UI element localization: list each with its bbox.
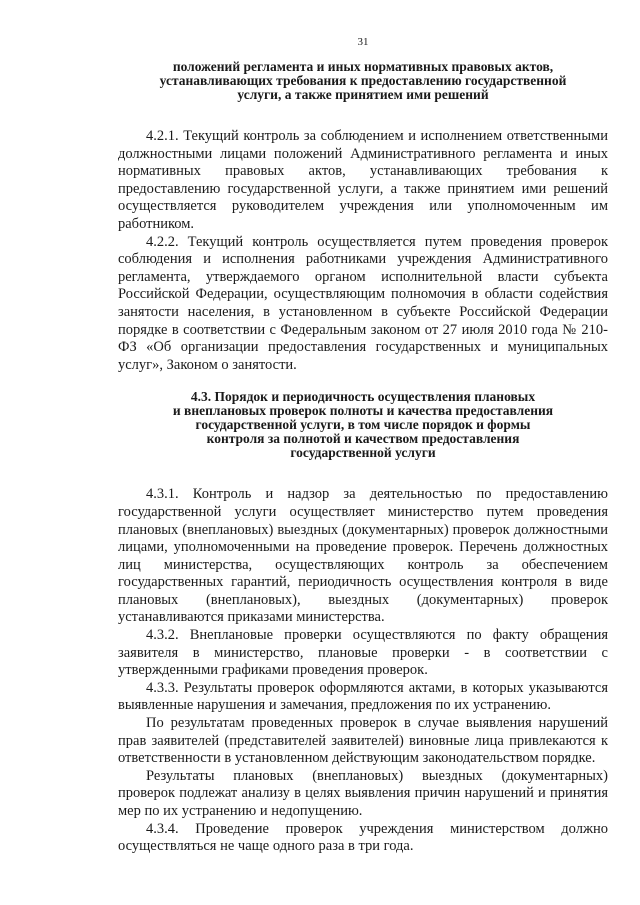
heading-line: устанавливающих требования к предоставлению государственной — [159, 73, 567, 88]
heading-line: положений регламента и иных нормативных правовых актов, — [172, 59, 554, 74]
paragraph-4-3-2: 4.3.2. Внеплановые проверки осуществляются по факту обращения заявителя в министерство, плановые проверки - в соответствии с утвержденными графиками проведения проверок. — [118, 627, 608, 679]
paragraph-4-3-3-consequences: По результатам проведенных проверок в случае выявления нарушений прав заявителей (представителей заявителей) виновные лица привлекаются к ответственности в установленном действующим законодательством порядке. — [118, 715, 608, 767]
paragraph-4-3-1: 4.3.1. Контроль и надзор за деятельностью по предоставлению государственной услуги осуществляет министерство путем проведения плановых (внеплановых) выездных (документарных) проверок должностными лицами, уполномоченными на проведение проверок. Перечень должностных лиц министерства, осуществляющих контроль за обеспечением государственных гарантий, периодичность осуществления контроля в виде плановых (внеплановых), выездных (документарных) проверок устанавливаются приказами министерства. — [118, 486, 608, 626]
section-4-3-body — [118, 486, 608, 855]
paragraph-4-2-1: 4.2.1. Текущий контроль за соблюдением и исполнением ответственными должностными лицами положений Административного регламента и иных нормативных правовых актов, устанавливающих требования к предоставлению государственной услуги, а также принятием ими решений осуществляется руководителем учреждения или уполномоченным им работником. — [118, 128, 608, 232]
paragraph-4-3-3-analysis: Результаты плановых (внеплановых) выездных (документарных) проверок подлежат анализу в целях выявления причин нарушений и принятия мер по их устранению и недопущению. — [118, 767, 608, 819]
page-number: 31 — [357, 36, 369, 48]
section-4-3-heading — [118, 390, 608, 460]
heading-line: услуги, а также принятием ими решений — [237, 87, 489, 102]
section-4-2-heading — [118, 60, 608, 102]
heading-line: контроля за полнотой и качеством предоставления — [206, 431, 520, 447]
section-4-2-body — [118, 128, 608, 374]
paragraph-4-2-2: 4.2.2. Текущий контроль осуществляется путем проведения проверок соблюдения и исполнения работниками учреждения Административного регламента, утверждаемого органом исполнительной власти субъекта Российской Федерации, осуществляющим полномочия в области содействия занятости населения, в установленном в субъекте Российской Федерации порядке в соответствии с Федеральным законом от 27 июля 2010 года № 210-ФЗ «Об организации предоставления государственных и муниципальных услуг», Законом о занятости. — [118, 233, 608, 373]
heading-line: государственной услуги, в том числе порядок и формы — [195, 417, 531, 433]
heading-line: 4.3. Порядок и периодичность осуществления плановых — [190, 389, 536, 405]
heading-line: государственной услуги — [290, 445, 436, 461]
paragraph-4-3-3: 4.3.3. Результаты проверок оформляются актами, в которых указываются выявленные нарушения и замечания, предложения по их устранению. — [118, 679, 608, 714]
heading-line: и внеплановых проверок полноты и качества предоставления — [172, 403, 554, 419]
paragraph-4-3-4: 4.3.4. Проведение проверок учреждения министерством должно осуществляться не чаще одного раза в три года. — [118, 820, 608, 855]
